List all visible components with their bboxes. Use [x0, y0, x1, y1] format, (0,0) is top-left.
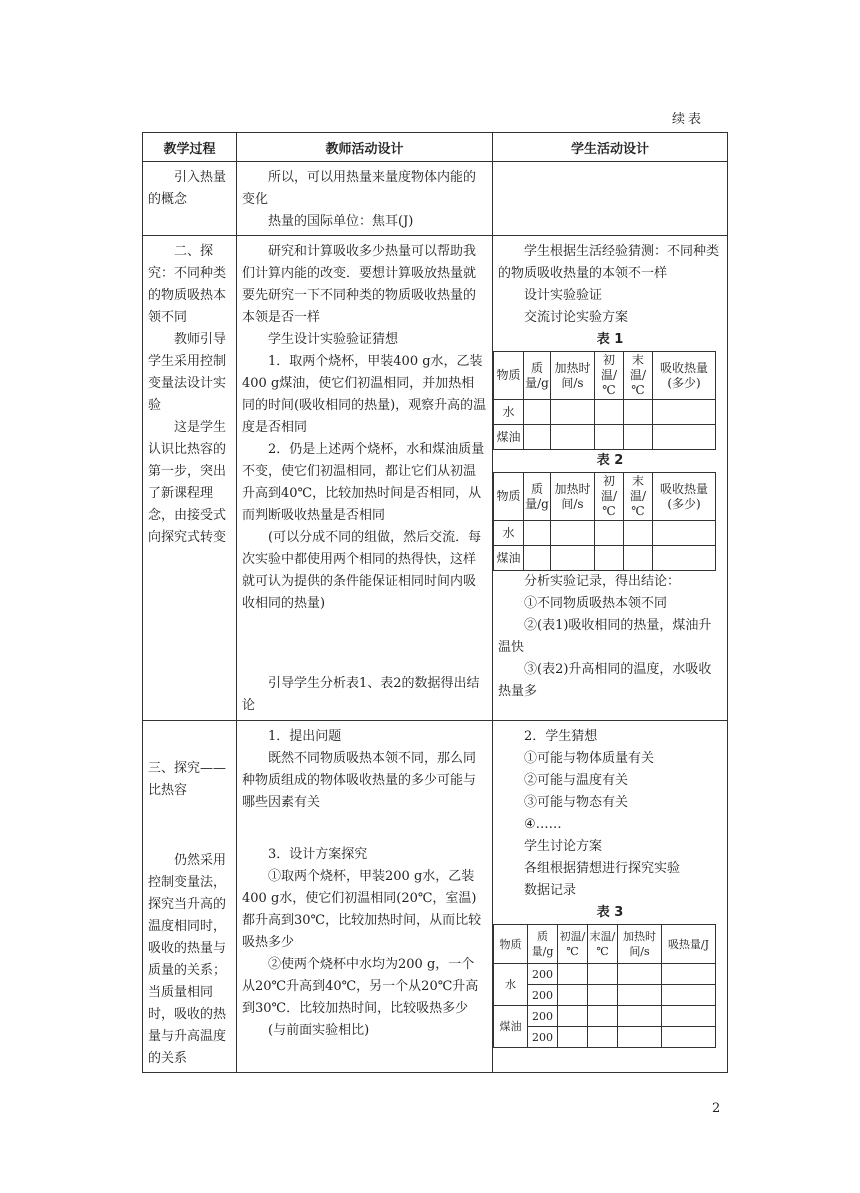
student-text: 数据记录	[524, 883, 577, 898]
t1-header: 物质	[494, 352, 524, 400]
student-text: 分析实验记录，得出结论：	[524, 574, 681, 589]
teacher-text: 既然不同物质吸热本领不同，那么同种物质组成的物体吸收热量的多少可能与哪些因素有关	[242, 751, 477, 810]
teacher-text: ①取两个烧杯，甲装200 g水，乙装400 g水，使它们初温相同(20℃，室温)都升高到30℃，比较加热时间，从而比较吸热多少	[242, 869, 482, 950]
student-text: 学生讨论方案	[524, 839, 603, 854]
row-explore-2	[143, 721, 728, 1073]
teacher-text: (与前面实验相比)	[268, 1023, 370, 1038]
t3-header: 物质	[494, 925, 528, 964]
t2-header: 物质	[494, 473, 524, 521]
t3-header: 末温/℃	[588, 925, 618, 964]
process-text: 二、探究：不同种类的物质吸热本领不同	[148, 244, 227, 325]
t2-substance: 水	[494, 521, 524, 546]
student-text: 各组根据猜想进行探究实验	[524, 861, 681, 876]
page-number: 2	[712, 1101, 721, 1116]
teacher-text: 引导学生分析表1、表2的数据得出结论	[242, 676, 480, 713]
process-text: 三、探究——比热容	[148, 761, 227, 798]
teacher-text: 3．设计方案探究	[268, 847, 368, 862]
teacher-text: 所以，可以用热量来量度物体内能的变化	[242, 170, 477, 207]
t1-header: 质量/g	[524, 352, 551, 400]
t1-substance: 煤油	[494, 425, 524, 450]
teacher-text: 1．取两个烧杯，甲装400 g水，乙装400 g煤油，使它们初温相同，并加热相同的时间(吸收相同的热量)，观察升高的温度是否相同	[242, 354, 487, 435]
t3-mass: 200	[528, 964, 558, 985]
student-text: 设计实验验证	[524, 288, 603, 303]
teacher-text: 研究和计算吸收多少热量可以帮助我们计算内能的改变．要想计算吸放热量就要先研究一下不同种类的物质吸收热量的本领是否一样	[242, 244, 477, 325]
teacher-text: ②使两个烧杯中水均为200 g，一个从20℃升高到40℃，另一个从20℃升高到30℃．比较加热时间，比较吸热多少	[242, 957, 479, 1016]
table-3	[493, 924, 716, 1048]
row-intro	[143, 162, 728, 236]
t2-header: 质量/g	[524, 473, 551, 521]
student-text: ②(表1)吸收相同的热量，煤油升温快	[498, 618, 712, 655]
student-text: 学生根据生活经验猜测：不同种类的物质吸收热量的本领不一样	[498, 244, 720, 281]
student-text: ①可能与物体质量有关	[524, 751, 655, 766]
student-text: ③(表2)升高相同的温度，水吸收热量多	[498, 662, 712, 699]
teacher-text: 热量的国际单位：焦耳(J)	[268, 214, 414, 229]
t3-header: 初温/℃	[558, 925, 588, 964]
t3-substance: 水	[494, 964, 528, 1006]
process-text: 这是学生认识比热容的第一步，突出了新课程理念，由接受式向探究式转变	[148, 420, 227, 545]
t2-header: 加热时间/s	[551, 473, 595, 521]
teacher-text: 2．仍是上述两个烧杯，水和煤油质量不变，使它们初温相同，都让它们从初温升高到40℃，比较加热时间是否相同，从而判断吸收热量是否相同	[242, 442, 485, 523]
t3-header: 加热时间/s	[618, 925, 662, 964]
teacher-text: 1．提出问题	[268, 729, 342, 744]
table-2	[493, 472, 716, 571]
student-text: 交流讨论实验方案	[524, 310, 629, 325]
t1-substance: 水	[494, 400, 524, 425]
row-explore-1	[143, 236, 728, 721]
table3-caption: 表 3	[596, 905, 624, 920]
student-text: ①不同物质吸热本领不同	[524, 596, 668, 611]
t2-substance: 煤油	[494, 546, 524, 571]
t1-header: 加热时间/s	[551, 352, 595, 400]
student-empty-cell	[493, 162, 728, 236]
t3-header: 吸热量/J	[662, 925, 716, 964]
t3-mass: 200	[528, 1006, 558, 1027]
table2-caption: 表 2	[596, 453, 624, 468]
t3-mass: 200	[528, 1027, 558, 1048]
header-row	[143, 133, 728, 162]
student-text: ④……	[524, 817, 562, 832]
t1-header: 吸收热量(多少)	[653, 352, 716, 400]
header-teacher: 教师活动设计	[237, 133, 493, 162]
lesson-plan-table	[142, 132, 728, 1073]
teacher-text: 学生设计实验验证猜想	[268, 332, 399, 347]
table-1	[493, 351, 716, 450]
continued-label: 续表	[672, 112, 705, 127]
t2-header: 初温/℃	[595, 473, 624, 521]
t3-header: 质量/g	[528, 925, 558, 964]
t2-header: 吸收热量(多少)	[653, 473, 716, 521]
table1-caption: 表 1	[596, 332, 624, 347]
t3-substance: 煤油	[494, 1006, 528, 1048]
t2-header: 末温/℃	[624, 473, 653, 521]
header-student: 学生活动设计	[493, 133, 728, 162]
t3-mass: 200	[528, 985, 558, 1006]
student-text: ③可能与物态有关	[524, 795, 629, 810]
student-text: 2．学生猜想	[524, 729, 598, 744]
student-text: ②可能与温度有关	[524, 773, 629, 788]
header-process: 教学过程	[143, 133, 237, 162]
process-text: 引入热量的概念	[148, 170, 227, 207]
process-text: 教师引导学生采用控制变量法设计实验	[148, 332, 227, 413]
process-text: 仍然采用控制变量法，探究当升高的温度相同时，吸收的热量与质量的关系；当质量相同时，吸收的热量与升高温度的关系	[148, 853, 227, 1066]
teacher-text: (可以分成不同的组做，然后交流．每次实验中都使用两个相同的热得快，这样就可认为提供的条件能保证相同时间内吸收相同的热量)	[242, 530, 482, 611]
t1-header: 初温/℃	[595, 352, 624, 400]
t1-header: 末温/℃	[624, 352, 653, 400]
